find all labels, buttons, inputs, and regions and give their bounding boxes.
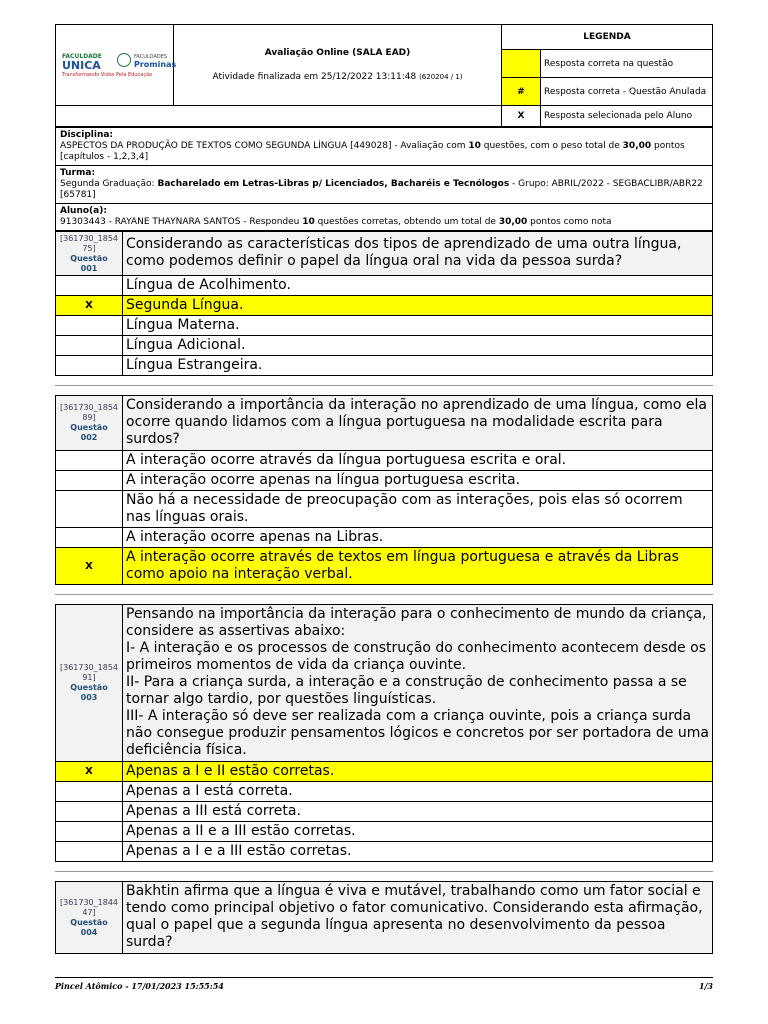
title-cell: [174, 25, 502, 106]
legend-symbol-annulled: #: [502, 78, 541, 106]
answer-option[interactable]: [56, 802, 713, 822]
institution-logo: FACULDADE UNICA FACULDADES Prominas Transformando Vidas Pela Educação: [62, 53, 177, 78]
question-text: Bakhtin afirma que a língua é viva e mutável, trabalhando como um fator social e tendo como principal objetivo o fator comunicativo. Considerando esta afirmação, qual o papel que a segunda língua apresenta no desenvolvimento da pessoa surda?: [123, 882, 713, 954]
answer-mark: [56, 471, 123, 491]
answer-text: Apenas a II e a III estão corretas.: [123, 822, 713, 842]
legend-text-annulled: Resposta correta - Questão Anulada: [541, 78, 713, 106]
answer-mark: [56, 356, 123, 376]
question-id: [361730_1854 75] Questão 001: [56, 232, 123, 276]
answer-option[interactable]: [56, 822, 713, 842]
answer-mark: [56, 842, 123, 862]
answer-mark: [56, 316, 123, 336]
answer-mark: [56, 802, 123, 822]
evaluation-sheet: [55, 24, 713, 954]
page-number: 1/3: [698, 981, 713, 991]
answer-option[interactable]: [56, 762, 713, 782]
question-separator: [55, 871, 713, 872]
answer-text: Não há a necessidade de preocupação com as interações, pois elas só ocorrem nas línguas orais.: [123, 491, 713, 528]
footer: [55, 977, 713, 991]
answer-text: Apenas a I e a III estão corretas.: [123, 842, 713, 862]
answer-mark: [56, 276, 123, 296]
answer-option[interactable]: [56, 336, 713, 356]
answer-text: Apenas a I está correta.: [123, 782, 713, 802]
legend-text-correct: Resposta correta na questão: [541, 50, 713, 78]
answer-option[interactable]: [56, 491, 713, 528]
answer-mark: [56, 451, 123, 471]
answer-mark: X: [56, 548, 123, 585]
legend-text-selected: Resposta selecionada pelo Aluno: [541, 106, 713, 127]
legend-title: LEGENDA: [502, 25, 713, 50]
answer-option[interactable]: [56, 296, 713, 316]
answer-text: A interação ocorre através da língua portuguesa escrita e oral.: [123, 451, 713, 471]
question-id: [361730_1854 89] Questão 002: [56, 396, 123, 451]
answer-text: A interação ocorre apenas na língua portuguesa escrita.: [123, 471, 713, 491]
globe-icon: [117, 53, 131, 67]
questions-list: [55, 231, 713, 954]
answer-text: Apenas a I e II estão corretas.: [123, 762, 713, 782]
question-text: Considerando a importância da interação no aprendizado de uma língua, como ela ocorre quando lidamos com a língua portuguesa na modalidade escrita para surdos?: [123, 396, 713, 451]
answer-text: Língua Adicional.: [123, 336, 713, 356]
page-title: Avaliação Online (SALA EAD): [264, 48, 411, 58]
answer-text: Língua Estrangeira.: [123, 356, 713, 376]
answer-option[interactable]: [56, 528, 713, 548]
answer-text: A interação ocorre apenas na Libras.: [123, 528, 713, 548]
header-table: [55, 24, 713, 127]
answer-option[interactable]: [56, 842, 713, 862]
answer-mark: [56, 336, 123, 356]
answer-option[interactable]: [56, 471, 713, 491]
question-separator: [55, 594, 713, 595]
question-table: [55, 881, 713, 954]
answer-option[interactable]: [56, 451, 713, 471]
question-table: [55, 604, 713, 862]
footer-timestamp: Pincel Atômico - 17/01/2023 15:55:54: [55, 981, 224, 991]
question-block: [55, 871, 713, 954]
answer-option[interactable]: [56, 356, 713, 376]
answer-mark: X: [56, 762, 123, 782]
aluno-row: Aluno(a): 91303443 - RAYANE THAYNARA SANTOS - Respondeu 10 questões corretas, obtendo um total de 30,00 pontos como nota: [56, 204, 713, 231]
answer-text: Segunda Língua.: [123, 296, 713, 316]
info-table: [55, 127, 713, 231]
answer-text: Língua de Acolhimento.: [123, 276, 713, 296]
question-block: [55, 385, 713, 585]
turma-row: Turma: Segunda Graduação: Bacharelado em Letras-Libras p/ Licenciados, Bacharéis e Tecnólogos - Grupo: ABRIL/2022 - SEGBACLIBR/ABR22 [65781]: [56, 166, 713, 204]
finished-text: Atividade finalizada em 25/12/2022 13:11:48 (620204 / 1): [212, 72, 463, 82]
legend-symbol-selected: X: [502, 106, 541, 127]
question-id: [361730_1854 91] Questão 003: [56, 605, 123, 762]
answer-mark: [56, 822, 123, 842]
answer-option[interactable]: [56, 782, 713, 802]
answer-text: Língua Materna.: [123, 316, 713, 336]
question-block: [55, 231, 713, 376]
answer-mark: [56, 782, 123, 802]
answer-option[interactable]: [56, 316, 713, 336]
question-text: Pensando na importância da interação para o conhecimento de mundo da criança, considere as assertivas abaixo: I- A interação e os processos de construção do conhecimento acontecem desde os primeiros momentos de vida da criança ouvinte. II- Para a criança surda, a interação e a construção de conhecimento passa a se tornar algo tardio, por questões linguísticas. III- A interação só deve ser realizada com a criança ouvinte, pois a criança surda não consegue produzir pensamentos lógicos e concretos por ser portadora de uma deficiência física.: [123, 605, 713, 762]
question-id: [361730_1844 47] Questão 004: [56, 882, 123, 954]
answer-option[interactable]: [56, 548, 713, 585]
answer-option[interactable]: [56, 276, 713, 296]
legend-symbol-correct: [502, 50, 541, 78]
answer-mark: X: [56, 296, 123, 316]
question-table: [55, 231, 713, 376]
answer-mark: [56, 491, 123, 528]
answer-text: Apenas a III está correta.: [123, 802, 713, 822]
question-block: [55, 594, 713, 862]
question-separator: [55, 385, 713, 386]
question-table: [55, 395, 713, 585]
disciplina-row: Disciplina: ASPECTOS DA PRODUÇÃO DE TEXTOS COMO SEGUNDA LÍNGUA [449028] - Avaliação com 10 questões, com o peso total de 30,00 pontos [capítulos - 1,2,3,4]: [56, 128, 713, 166]
answer-text: A interação ocorre através de textos em língua portuguesa e através da Libras como apoio na interação verbal.: [123, 548, 713, 585]
logo-cell: [56, 25, 177, 106]
answer-mark: [56, 528, 123, 548]
question-text: Considerando as características dos tipos de aprendizado de uma outra língua, como podemos definir o papel da língua oral na vida da pessoa surda?: [123, 232, 713, 276]
